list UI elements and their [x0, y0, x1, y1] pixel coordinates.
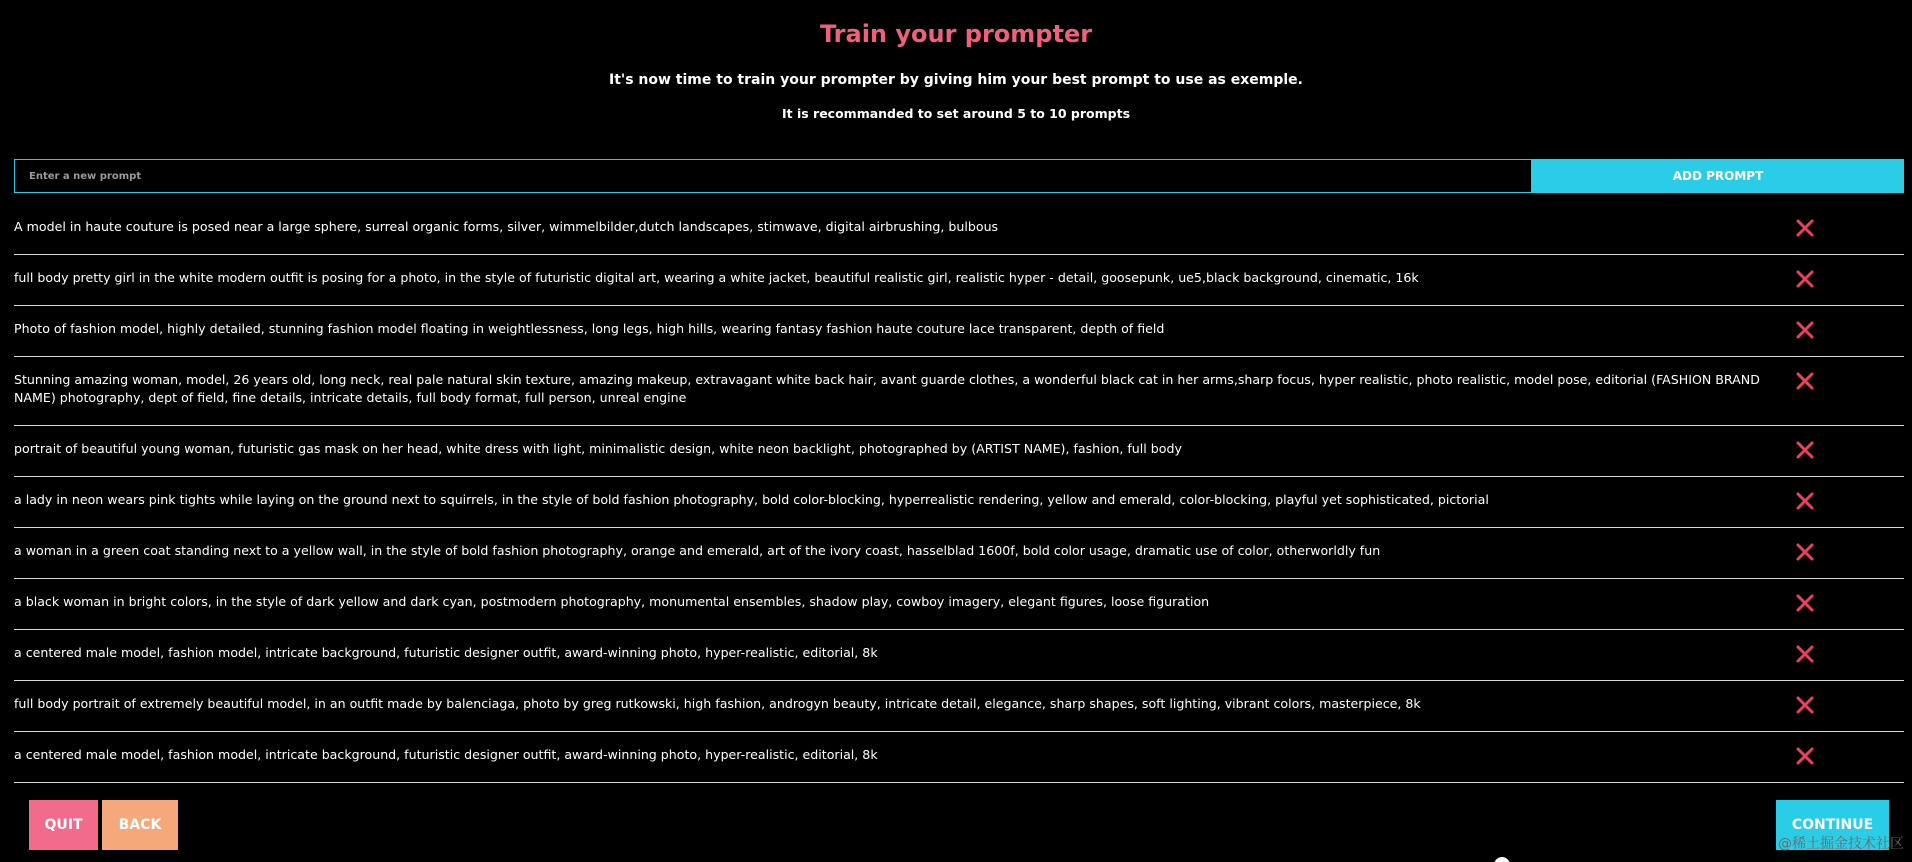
close-icon[interactable]: [1794, 541, 1816, 563]
close-icon[interactable]: [1794, 745, 1816, 767]
prompt-text: a woman in a green coat standing next to a yellow wall, in the style of bold fashion photography, orange and emerald, art of the ivory coast, hasselblad 1600f, bold color usage, dramatic use of color, otherworldly fun: [14, 543, 1381, 558]
prompt-input[interactable]: [14, 159, 1532, 193]
prompt-row: [14, 306, 1904, 357]
close-icon[interactable]: [1794, 490, 1816, 512]
scroll-indicator[interactable]: [1494, 857, 1510, 862]
prompt-text: a centered male model, fashion model, intricate background, futuristic designer outfit, award-winning photo, hyper-realistic, editorial, 8k: [14, 747, 878, 762]
close-icon[interactable]: [1794, 439, 1816, 461]
prompt-text: a centered male model, fashion model, intricate background, futuristic designer outfit, award-winning photo, hyper-realistic, editorial, 8k: [14, 645, 878, 660]
close-icon[interactable]: [1794, 268, 1816, 290]
close-icon[interactable]: [1794, 592, 1816, 614]
prompt-row: [14, 630, 1904, 681]
prompt-text: Stunning amazing woman, model, 26 years old, long neck, real pale natural skin texture, amazing makeup, extravagant white back hair, avant guarde clothes, a wonderful black cat in her arms,sharp focus, hyper realistic, photo realistic, model pose, editorial (FASHION BRAND NAME) photography, dept of field, fine details, intricate details, full body format, full person, unreal engine: [14, 372, 1760, 405]
page-subtitle: It's now time to train your prompter by giving him your best prompt to use as exemple.: [609, 72, 1303, 88]
close-icon[interactable]: [1794, 217, 1816, 239]
prompt-text: A model in haute couture is posed near a large sphere, surreal organic forms, silver, wimmelbilder,dutch landscapes, stimwave, digital airbrushing, bulbous: [14, 219, 999, 234]
page-hint: It is recommanded to set around 5 to 10 prompts: [781, 106, 1131, 121]
quit-button[interactable]: QUIT: [29, 800, 98, 850]
watermark: @稀土掘金技术社区: [1778, 836, 1904, 852]
prompt-row: [14, 579, 1904, 630]
prompt-list: [14, 204, 1904, 783]
prompt-text: Photo of fashion model, highly detailed, stunning fashion model floating in weightlessness, long legs, high hills, wearing fantasy fashion haute couture lace transparent, depth of field: [14, 321, 1165, 336]
prompt-row: [14, 255, 1904, 306]
add-prompt-button[interactable]: ADD PROMPT: [1532, 159, 1904, 193]
prompt-row: [14, 477, 1904, 528]
continue-button[interactable]: CONTINUE: [1776, 800, 1889, 850]
page-title: Train your prompter: [819, 20, 1093, 48]
prompt-row: [14, 426, 1904, 477]
prompt-text: full body pretty girl in the white modern outfit is posing for a photo, in the style of futuristic digital art, wearing a white jacket, beautiful realistic girl, realistic hyper - detail, goosepunk, ue5,black background, cinematic, 16k: [14, 270, 1419, 285]
back-button[interactable]: BACK: [102, 800, 178, 850]
prompt-row: [14, 681, 1904, 732]
prompt-row: [14, 204, 1904, 255]
prompt-text: a black woman in bright colors, in the style of dark yellow and dark cyan, postmodern photography, monumental ensembles, shadow play, cowboy imagery, elegant figures, loose figuration: [14, 594, 1210, 609]
close-icon[interactable]: [1794, 370, 1816, 392]
add-prompt-form: [14, 159, 1904, 193]
prompt-text: full body portrait of extremely beautiful model, in an outfit made by balenciaga, photo by greg rutkowski, high fashion, androgyn beauty, intricate detail, elegance, sharp shapes, soft lighting, vibrant colors, masterpiece, 8k: [14, 696, 1421, 711]
close-icon[interactable]: [1794, 319, 1816, 341]
prompt-row: [14, 357, 1904, 426]
prompt-row: [14, 732, 1904, 783]
prompt-text: a lady in neon wears pink tights while laying on the ground next to squirrels, in the style of bold fashion photography, bold color-blocking, hyperrealistic rendering, yellow and emerald, color-blocking, playful yet sophisticated, pictorial: [14, 492, 1489, 507]
close-icon[interactable]: [1794, 694, 1816, 716]
prompt-row: [14, 528, 1904, 579]
prompt-text: portrait of beautiful young woman, futuristic gas mask on her head, white dress with light, minimalistic design, white neon backlight, photographed by (ARTIST NAME), fashion, full body: [14, 441, 1182, 456]
close-icon[interactable]: [1794, 643, 1816, 665]
